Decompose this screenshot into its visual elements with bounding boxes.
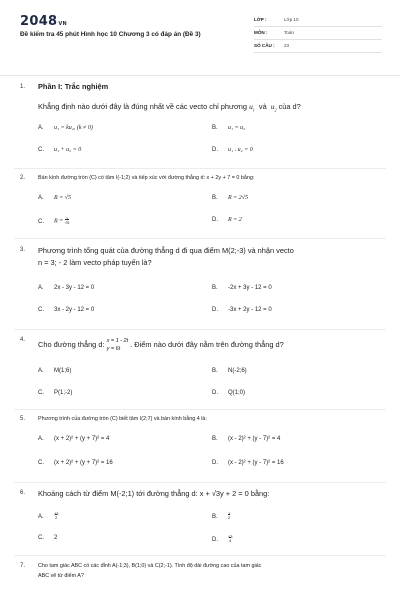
option-label: C. (38, 147, 44, 153)
option-text: (x - 2)² + (y - 7)² = 16 (228, 460, 284, 466)
option-b[interactable] (212, 195, 248, 201)
option-label: B. (212, 285, 218, 291)
option-label: D. (212, 217, 218, 223)
question-text-part: của d? (278, 102, 301, 111)
option-a[interactable] (38, 436, 109, 442)
question-text-line: Phương trình tổng quát của đường thẳng d đi qua điểm M(2;-3) và nhận vecto (38, 246, 294, 255)
question-divider (14, 482, 386, 483)
option-text: -3x + 2y - 12 = 0 (228, 307, 272, 313)
vector-u1: $u_1$ (249, 102, 255, 113)
option-text: R = (54, 218, 64, 225)
site-logo[interactable] (20, 14, 67, 29)
option-c[interactable] (38, 147, 81, 153)
meta-key: SỐ CÂU : (254, 43, 275, 48)
option-a[interactable] (38, 368, 71, 374)
option-label: C. (38, 460, 44, 466)
parametric-system: x = 1 - 2t y = 6t (106, 338, 129, 352)
option-text: R = 2 (228, 217, 242, 223)
meta-row-count (254, 42, 382, 53)
option-text: (x - 2)² + (y - 7)² = 4 (228, 436, 281, 442)
option-text: (x + 2)² + (y + 7)² = 4 (54, 436, 110, 442)
option-label: B. (212, 436, 218, 442)
vector-u2: $u_2$ (270, 102, 277, 113)
option-label: C. (38, 390, 44, 396)
option-text: 2x - 3y - 12 = 0 (54, 285, 95, 291)
question-text-line: Cho tam giác ABC có các đỉnh A(-1;3), B(1;0) và C(2;-1). Tính độ dài đường cao của tam giác (38, 563, 262, 569)
option-label: B. (212, 195, 218, 201)
option-b[interactable] (212, 285, 272, 291)
question-text: Khoảng cách từ điểm M(-2;1) tới đường thẳng d: x + √3y + 2 = 0 bằng: (38, 489, 270, 498)
option-label: C. (38, 535, 44, 541)
meta-key: MÔN : (254, 30, 268, 35)
meta-row-class (254, 16, 382, 27)
option-label: A. (38, 285, 44, 291)
option-d[interactable] (212, 390, 245, 396)
fraction: √3 4 (228, 534, 233, 543)
fraction: √3 2 (54, 511, 59, 520)
option-d[interactable] (212, 535, 232, 543)
option-b[interactable] (212, 512, 230, 520)
option-label: A. (38, 195, 44, 201)
fraction: 1 √5 (64, 216, 70, 225)
question-text (38, 337, 384, 353)
meta-row-subject (254, 29, 382, 40)
option-c[interactable] (38, 217, 69, 225)
option-text: P(1;-2) (54, 390, 73, 396)
question-text-part: Khẳng định nào dưới đây là đúng nhất về các vecto chỉ phương (38, 102, 248, 111)
option-text: 3x - 2y - 12 = 0 (54, 307, 95, 313)
option-label: A. (38, 125, 44, 131)
question-text-line: n = 3; - 2 làm vecto pháp tuyến là? (38, 258, 152, 267)
option-label: B. (212, 125, 218, 131)
meta-value: Toán (284, 30, 294, 35)
option-c[interactable] (38, 307, 94, 313)
option-text: Q(1;0) (228, 390, 246, 396)
document-title: Đề kiểm tra 45 phút Hình học 10 Chương 3 có đáp án (Đề 3) (20, 31, 201, 38)
option-c[interactable] (38, 535, 57, 541)
option-text: u₁ = ku₂, (k ≠ 0) (54, 125, 93, 131)
logo-suffix: VN (58, 21, 68, 27)
question-text (38, 102, 384, 115)
meta-value: Lớp 10 (284, 17, 299, 22)
question-divider (14, 409, 386, 410)
meta-value: 23 (284, 43, 290, 48)
option-d[interactable] (212, 147, 253, 153)
option-a[interactable] (38, 512, 58, 520)
option-text: (x + 2)² + (y + 7)² = 16 (54, 460, 113, 466)
option-label: D. (212, 460, 218, 466)
document-meta (254, 16, 382, 55)
option-text: R = 2√5 (228, 195, 249, 201)
section-title: Phần I: Trắc nghiệm (38, 82, 109, 91)
option-label: D. (212, 307, 218, 313)
option-b[interactable] (212, 368, 247, 374)
question-text-part: Cho đường thẳng d: (38, 339, 105, 349)
option-label: D. (212, 147, 218, 153)
option-text: u₁ + u₂ = 0 (54, 147, 82, 153)
option-text: R = √5 (54, 195, 72, 201)
option-label: D. (212, 536, 218, 543)
logo-text: 2048 (20, 14, 58, 29)
option-text: M(1;6) (54, 368, 72, 374)
fraction: 1 2 (228, 511, 231, 520)
question-number: 4. (20, 337, 26, 343)
question-divider (14, 168, 386, 169)
question-divider (14, 238, 386, 239)
meta-key: LỚP : (254, 17, 267, 22)
question-text-part: . Điểm nào dưới đây nằm trên đường thẳng d? (130, 339, 284, 349)
option-label: C. (38, 307, 44, 313)
option-text: -2x + 3y - 12 = 0 (228, 285, 272, 291)
option-c[interactable] (38, 390, 72, 396)
question-number: 5. (20, 416, 26, 422)
option-label: C. (38, 218, 44, 225)
question-text: Bán kính đường tròn (C) có tâm I(-1;2) và tiếp xúc với đường thẳng d: x + 2y + 7 = 0 bằng: (38, 175, 255, 181)
option-b[interactable] (212, 436, 280, 442)
option-a[interactable] (38, 195, 71, 201)
option-b[interactable] (212, 125, 245, 131)
question-divider (14, 329, 386, 330)
option-label: A. (38, 436, 44, 442)
option-label: B. (212, 513, 218, 520)
option-a[interactable] (38, 125, 93, 131)
option-text: 2 (54, 535, 58, 541)
option-text: u₁ = u₂ (228, 125, 246, 131)
option-label: D. (212, 390, 218, 396)
page-header (0, 0, 400, 72)
option-label: A. (38, 513, 44, 520)
option-text: N(-2;6) (228, 368, 247, 374)
option-label: B. (212, 368, 218, 374)
option-label: A. (38, 368, 44, 374)
option-text: u₁ . u₂ = 0 (228, 147, 253, 153)
question-text-part: và (258, 102, 267, 111)
option-d[interactable] (212, 460, 284, 466)
option-d[interactable] (212, 217, 242, 223)
question-number: 7. (20, 563, 26, 569)
header-divider (0, 75, 400, 76)
question-number: 2. (20, 175, 26, 181)
question-divider (14, 555, 386, 556)
option-d[interactable] (212, 307, 272, 313)
question-number: 6. (20, 490, 26, 496)
option-c[interactable] (38, 460, 113, 466)
question-text: Phương trình của đường tròn (C) biết tâm I(2;7) và bán kính bằng 4 là: (38, 416, 207, 422)
option-a[interactable] (38, 285, 94, 291)
question-text-line: ABC vẽ từ điểm A? (38, 573, 84, 579)
question-number: 3. (20, 247, 26, 253)
question-number: 1. (20, 84, 26, 90)
